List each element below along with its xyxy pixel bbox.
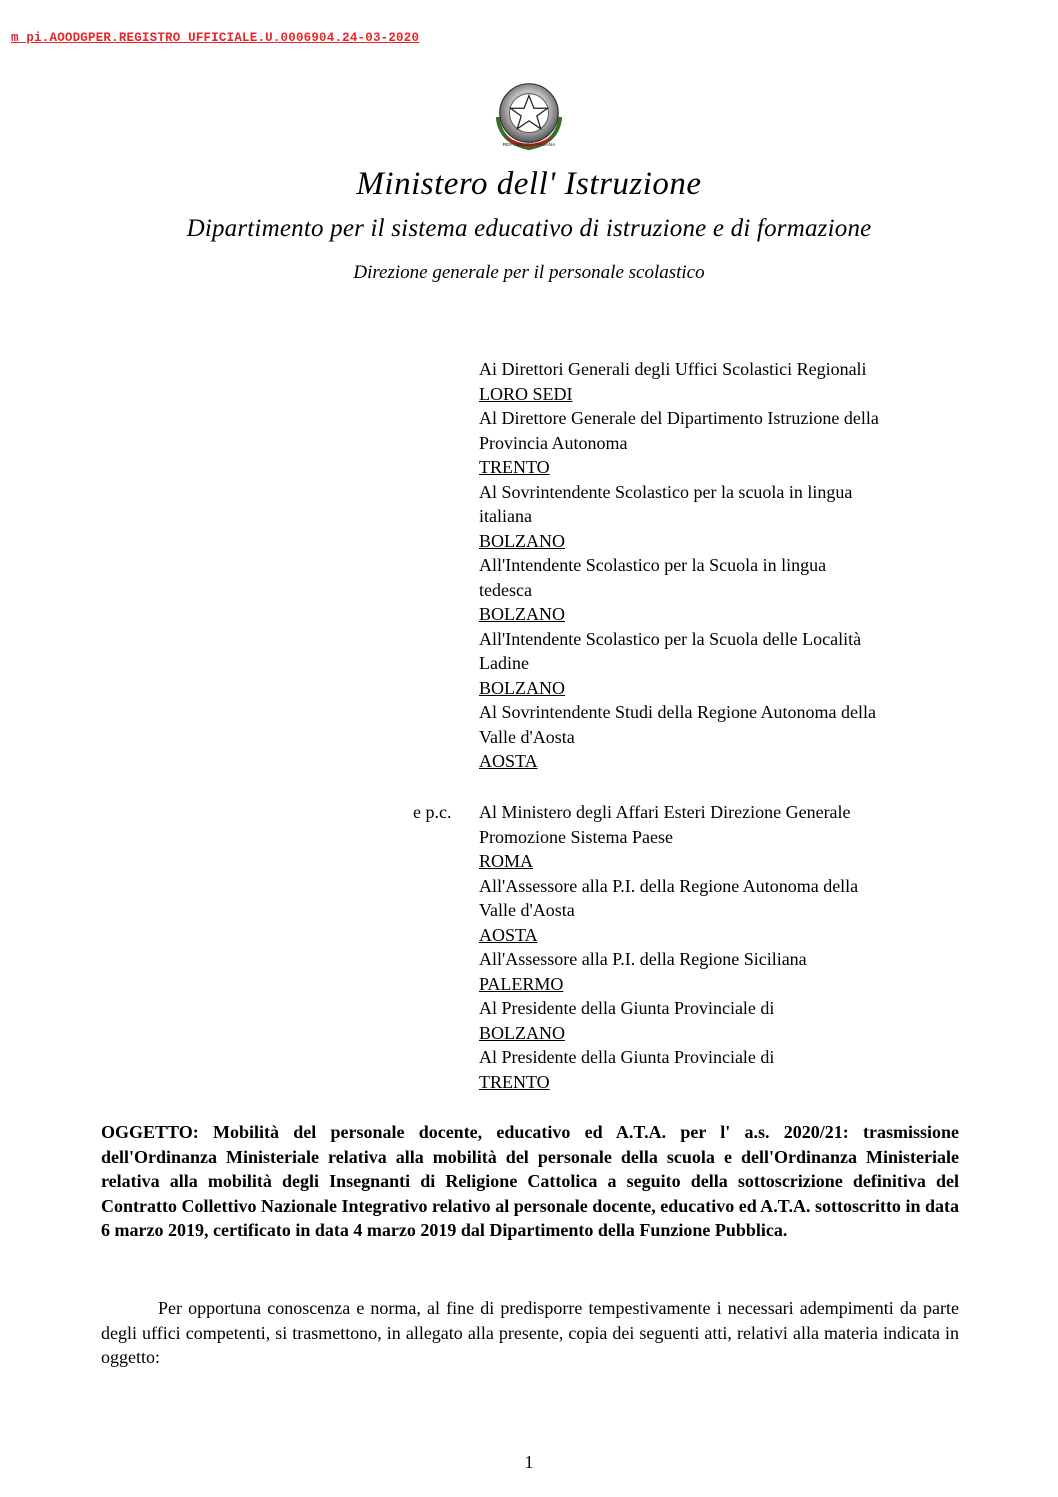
recipient-line: Al Direttore Generale del Dipartimento Istruzione della	[479, 408, 879, 428]
recipient-location: ROMA	[479, 851, 534, 871]
recipient-line: tedesca	[479, 579, 532, 600]
body-paragraph: Per opportuna conoscenza e norma, al fine di predisporre tempestivamente i necessari adempimenti da parte degli uffici competenti, si trasmettono, in allegato alla presente, copia dei seguenti atti, relativi alla materia indicata in oggetto:	[101, 1298, 959, 1367]
italian-republic-emblem	[490, 78, 568, 156]
recipient-line: Al Presidente della Giunta Provinciale di	[479, 1047, 775, 1067]
recipient-line: Al Sovrintendente Studi della Regione Autonoma della	[479, 702, 876, 722]
recipient-line: All'Intendente Scolastico per la Scuola in lingua	[479, 555, 827, 575]
recipient-location: BOLZANO	[479, 1022, 565, 1043]
recipient-location: BOLZANO	[479, 604, 565, 624]
recipient-line: italiana	[479, 506, 532, 526]
recipient-line: Valle d'Aosta	[479, 900, 575, 920]
recipient-line: All'Intendente Scolastico per la Scuola delle Località	[479, 628, 862, 649]
recipient-line: Al Presidente della Giunta Provinciale di	[479, 998, 775, 1018]
recipient-location: TRENTO	[479, 457, 550, 477]
cc-recipients-block	[479, 800, 969, 1094]
recipient-line: All'Assessore alla P.I. della Regione Autonoma della	[479, 875, 859, 896]
recipients-block	[479, 357, 969, 774]
recipient-line: Provincia Autonoma	[479, 432, 628, 453]
page-number: 1	[524, 1452, 534, 1472]
recipient-location: AOSTA	[479, 924, 538, 945]
recipient-location: PALERMO	[479, 973, 564, 994]
subject-text: Mobilità del personale docente, educativo ed A.T.A. per l' a.s. 2020/21: trasmissione dell'Ordinanza Ministeriale relativa alla mobilità del personale della scuola e dell'Ordinanza Ministeriale relativa alla mobilità degli Insegnanti di Religione Cattolica a seguito della sottoscrizione definitiva del Contratto Collettivo Nazionale Integrativo relativo al personale docente, educativo ed A.T.A. sottoscritto in data 6 marzo 2019, certificato in data 4 marzo 2019 dal Dipartimento della Funzione Pubblica.	[101, 1122, 959, 1240]
recipient-location: AOSTA	[479, 751, 538, 771]
recipient-line: Al Ministero degli Affari Esteri Direzione Generale	[479, 802, 851, 822]
protocol-stamp: m_pi.AOODGPER.REGISTRO UFFICIALE.U.0006904.24-03-2020	[11, 31, 420, 45]
recipient-line: Promozione Sistema Paese	[479, 826, 673, 847]
recipient-location: LORO SEDI	[479, 383, 573, 404]
recipient-line: Valle d'Aosta	[479, 726, 575, 747]
recipient-location: BOLZANO	[479, 677, 565, 698]
cc-label: e p.c.	[413, 802, 452, 822]
recipient-line: All'Assessore alla P.I. della Regione Siciliana	[479, 949, 807, 969]
emblem-ribbon-text: REPVBBLICA ITALIANA	[502, 143, 556, 149]
recipient-location: TRENTO	[479, 1071, 550, 1092]
department-title: Dipartimento per il sistema educativo di istruzione e di formazione	[186, 215, 872, 242]
recipient-line: Al Sovrintendente Scolastico per la scuola in lingua	[479, 481, 853, 502]
ministry-title: Ministero dell' Istruzione	[356, 166, 702, 202]
subject-label: OGGETTO:	[101, 1122, 199, 1142]
recipient-line: Ladine	[479, 653, 529, 673]
directorate-title: Direzione generale per il personale scolastico	[353, 262, 705, 283]
recipient-line: Ai Direttori Generali degli Uffici Scolastici Regionali	[479, 359, 867, 379]
subject-paragraph	[101, 1120, 959, 1243]
recipient-location: BOLZANO	[479, 530, 565, 551]
